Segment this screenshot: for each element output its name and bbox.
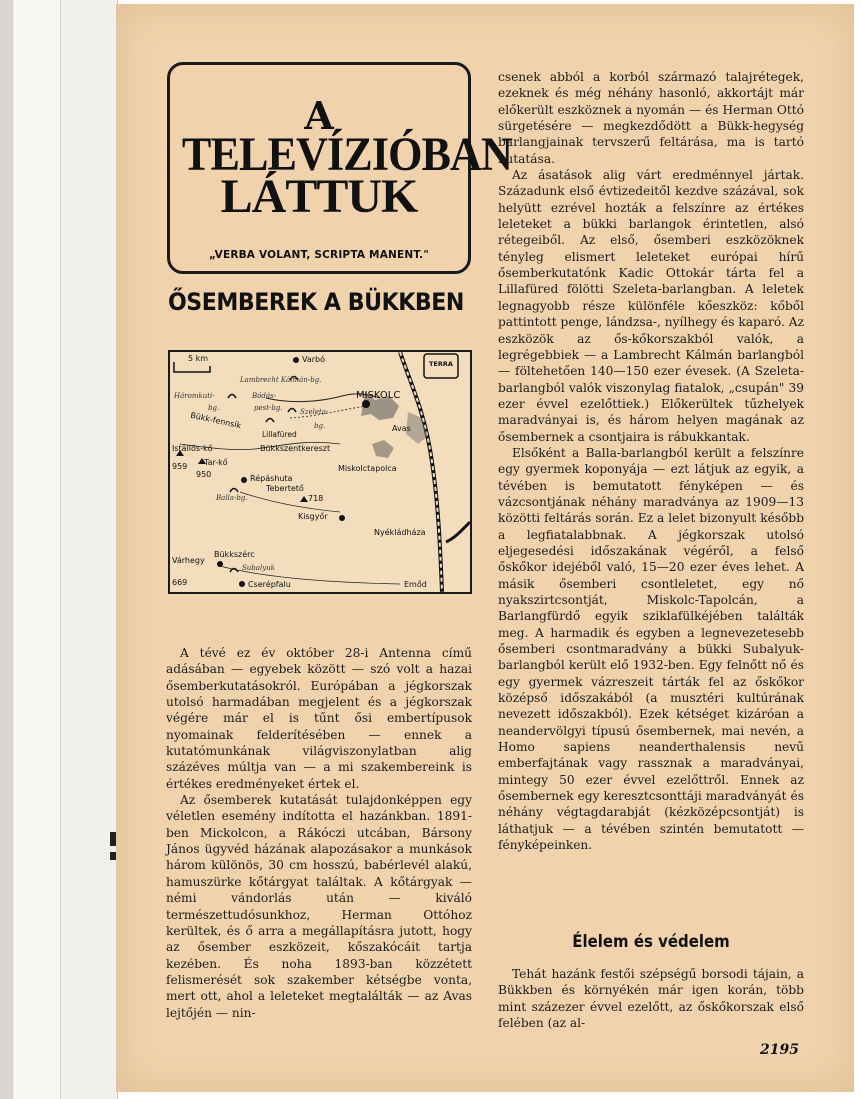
map-scale-label: 5 km: [188, 354, 209, 363]
page-edge: [0, 0, 12, 1099]
page-number: 2195: [760, 1042, 799, 1058]
map-label-kisgyor: Kisgyőr: [298, 512, 328, 521]
paragraph: A tévé ez év október 28-i Antenna című adásában — egyebek között — szó volt a hazai ősemberkutatásokról. Európában a jégkorszak utolsó harmadában megjelent és a jégkorszak végére már el is tűnt ősi embertípusok nyomainak felderítésében — ennek a kutatómunkának világviszonylatban alig százéves múltja van — a mi szakembereink is értékes eredményeket értek el.: [166, 646, 472, 791]
paragraph: Elsőként a Balla-barlangból került a felszínre egy gyermek koponyája — ezt látjuk az egyik, a tévében is bemutatott fényképen — és vázcsontjának néhány maradványa az 1909—13 közötti feltárás során. Ez a lelet bizonyult később a legfiatalabbnak. A jégkorszak utolsó eljegesedési időszakának végéről, a felső őskőkor idejéből való, 15—20 ezer éves lehet. A másik ősemberi csontleletet, egy nő nyakszirtcsontját, Miskolc-Tapolcán, a Barlangfürdő egyik sziklafülkéjében találták meg. A harmadik és egyben a legnevezetesebb ősemberi csontmaradvány a bükki Subalyuk-barlangból került elő 1932-ben. Egy felnőtt nő és egy gyermek vázreszeit tárták fel az őskőkor középső időszakából (a musztéri kultúrának nevezett időszakból). Ezek kétséget kizáróan a neandervölgyi típusú ősembernek, mai nevén, a Homo sapiens neanderthalensis nevű emberfajtának vagy rassznak a maradványai, mintegy 50 ezer évvel ezelőttről. Ennek az ősembernek egy keresztcsonttáji maradványát és néhány végtagdarabját (kézközépcsontját) is láthatjuk — a tévében szintén bemutatott — fényképeinken.: [498, 445, 804, 853]
map-label-balla: Balla-bg.: [216, 494, 248, 502]
masthead-box: [167, 62, 512, 274]
map-label-emod: Emőd: [404, 580, 427, 589]
paragraph: Az ásatások alig várt eredménnyel jártak. Századunk első évtizedeitől kezdve százával, sok helyütt ezrével hozták a felszínre az értékes leleteket a bükki barlangok érintetlen, alsó rétegeiből. Az első, ősemberi eszközöknek tényleg elismert leleteket európai hírű ősemberkutatónk Kadic Ottokár tárta fel a Lillafüred fölötti Szeleta-barlangban. A leletek legnagyobb része különféle kőeszköz: kőből pattintott penge, lándzsa-, nyílhegy és kaparó. Az eszközök az ős-kőkorszakból valók, a legrégebbiek — a Lambrecht Kálmán barlangból — föltehetően 140—150 ezer évesek. (A Szeleta-barlangból valók viszonylag fiatalok, „csupán" 39 ezer évvel ezelőttiek.) Előkerültek tűzhelyek maradványai is, és három helyen magának az ősembernek a csontjaira is rábukkantak.: [498, 168, 804, 444]
map-label-tarko: Tar-kő: [204, 458, 228, 467]
map-label-tebertet: Tebertető: [266, 484, 304, 493]
paragraph: Tehát hazánk festői szépségű borsodi tájain, a Bükkben és környékén már igen korán, több mint százezer évvel ezelőtt, az őskőkorszak első felében (az al-: [498, 967, 804, 1031]
page-edge: [60, 0, 118, 1099]
map-label-subalyuk: Subalyuk: [242, 564, 275, 572]
map-label-istallos: Istállós-kő: [172, 444, 213, 453]
map-label-bukkszerc: Bükkszérc: [214, 550, 255, 559]
map-label-bukk: Bükk-fennsík: [189, 410, 242, 431]
map-label-nyekladhaza: Nyékládháza: [374, 528, 426, 537]
map-label-bukkszentkereszt: Bükkszentkereszt: [260, 444, 331, 453]
map-label-bg: bg.: [314, 422, 326, 430]
map-label-718: 718: [308, 494, 324, 503]
section-subheading: Élelem és védelem: [572, 932, 730, 952]
map-label-950: 950: [196, 470, 212, 479]
right-column-continuation: [498, 966, 804, 1031]
masthead-line1: A: [304, 93, 334, 138]
margin-mark: [110, 832, 116, 846]
map-label-959: 959: [172, 462, 188, 471]
region-map: [168, 350, 472, 594]
map-label-avas: Avas: [392, 424, 411, 433]
map-label-lambrecht: Lambrecht Kálmán-bg.: [240, 376, 322, 384]
paragraph: Az ősemberek kutatását tulajdonképpen egy véletlen esemény indította el hazánkban. 1891-ben Mickolcon, a Rákóczi utcában, Bársony János ügyvéd házának alapozásakor a munkások három különös, 30 cm hosszú, babérlevél alakú, hamuszürke kőtárgyat találtak. A kőtárgyak — némi vándorlás után — kiváló természettudósunkhoz, Herman Ottóhoz kerültek, és ő arra a megállapításra jutott, hogy az ősember eszközeit, kőszakócáit tartja kezében. És noha 1893-ban közzétett felismerését sok szakember kétségbe vonta, mert ott, ahol a leleteket megtalálták — az Avas lejtőjén — nin-: [166, 793, 472, 1020]
map-label-lillafured: Lillafüred: [262, 430, 297, 439]
paragraph: csenek abból a korból származó talajrétegek, ezeknek és még néhány hasonló, akkortájt már előkerült eszköznek a nyomán — és Herman Ottó sürgetésére — megkezdődött a Bükk-hegység barlangjainak tervszerű feltárása, ma is tartó kutatása.: [498, 70, 804, 166]
map-label-repashuta: Répáshuta: [250, 474, 293, 483]
right-column: [498, 69, 804, 854]
masthead-line3: LÁTTUK: [220, 170, 418, 223]
map-label-szeleta: Szeleta-: [300, 408, 329, 416]
page-edge: [12, 0, 61, 1099]
article-headline: ŐSEMBEREK A BÜKKBEN: [168, 288, 464, 316]
map-label-varbo: Varbó: [302, 355, 326, 364]
map-label-bados: Bódás-: [252, 392, 276, 400]
map-label-cserepfalu: Cserépfalu: [248, 580, 291, 589]
masthead-motto: „VERBA VOLANT, SCRIPTA MANENT.": [208, 249, 430, 261]
map-label-haromkuti: Háromkuti-: [174, 392, 215, 400]
map-label-haromkuti-bg: bg.: [208, 404, 220, 412]
left-column: [166, 645, 472, 1021]
map-label-669: 669: [172, 578, 188, 587]
map-label-pest: pest-bg.: [254, 404, 283, 412]
terra-logo: TERRA: [429, 360, 453, 368]
map-label-miskolc: MISKOLC: [356, 390, 401, 401]
map-label-miskolctapolca: Miskolctapolca: [338, 464, 397, 473]
masthead-line2: TELEVÍZIÓBAN: [181, 128, 512, 181]
margin-mark: [110, 852, 116, 860]
map-label-varhegy: Várhegy: [172, 556, 205, 565]
